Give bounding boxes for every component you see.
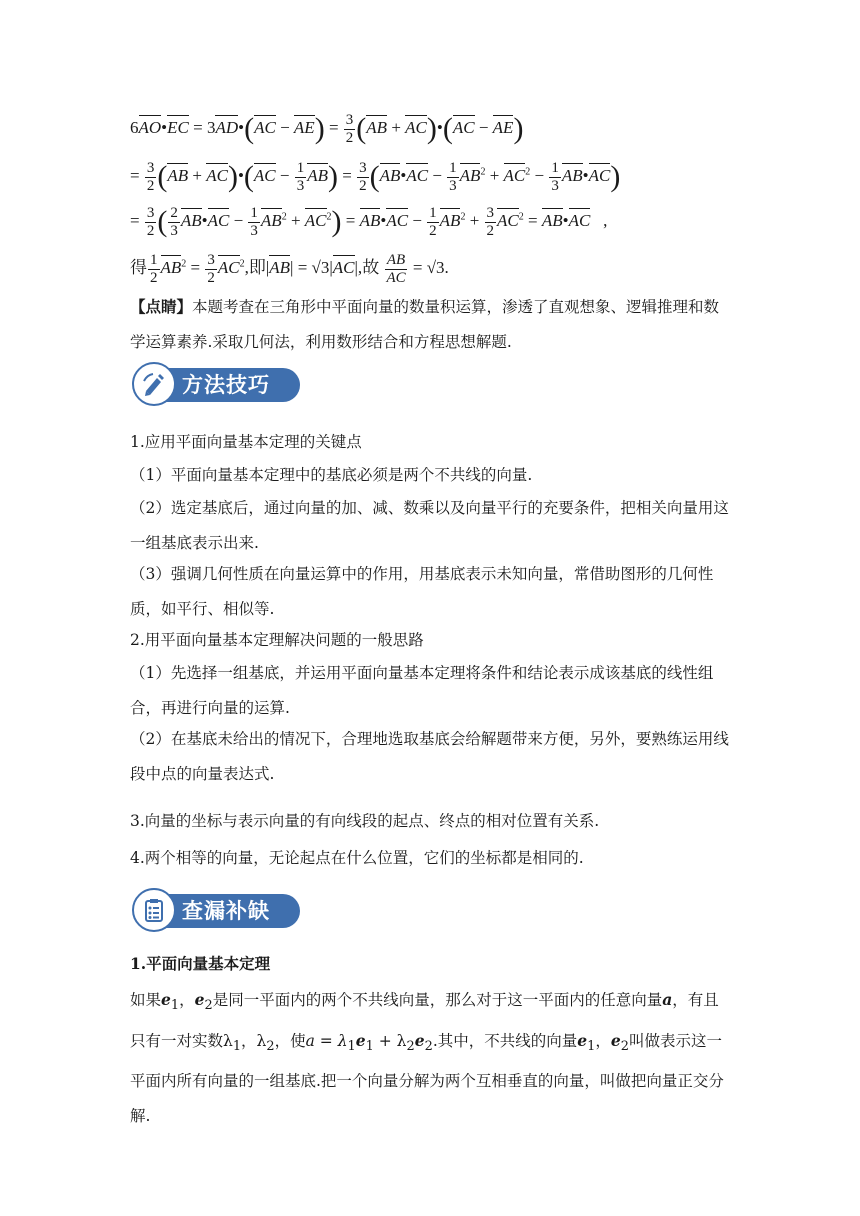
equation-line-2: = $\frac{3}{2}$ (AB + AC)•(AC − $\frac{1}{3}$ AB) = $\frac{3}{2}$ (AB•AC − $\frac{1}{3}$ $AB^2 + AC^2$ − $\frac{1}{3}$ AB•AC) (130, 160, 621, 194)
dianjing-label: 【点睛】 (130, 297, 193, 316)
equation-line-3: = $\frac{3}{2}$ ( $\frac{2}{3}$ AB•AC − $\frac{1}{3}$ $AB^2 + AC^2$) = AB•AC − $\frac{1}{2}$ $AB^2$ + $\frac{3}{2}$ $AC^2$ = AB•AC , (130, 205, 608, 239)
method-point-2-1: （1）先选择一组基底，并运用平面向量基本定理将条件和结论表示成该基底的线性组合，再进行向量的运算. (130, 664, 714, 717)
theorem-heading: 1.平面向量基本定理 (130, 954, 271, 973)
checklist-icon (132, 888, 176, 932)
method-point-4: 4.两个相等的向量，无论起点在什么位置，它们的坐标都是相同的. (130, 849, 584, 867)
method-point-3: 3.向量的坐标与表示向量的有向线段的起点、终点的相对位置有关系. (130, 812, 600, 830)
method-point-1-2: （2）选定基底后，通过向量的加、减、数乘以及向量平行的充要条件，把相关向量用这一组基底表示出来. (130, 499, 729, 552)
method-point-2: 2.用平面向量基本定理解决问题的一般思路 (130, 631, 424, 649)
pencil-icon (132, 362, 176, 406)
check-banner-title: 查漏补缺 (182, 899, 270, 923)
equation-line-4: 得 $\frac{1}{2}$ $AB^2$ = $\frac{3}{2}$ $AC^2$,即|AB| = √3|AC|,故 $\frac{AB}{AC}$ = √3. (130, 252, 449, 286)
dianjing-text: 本题考查在三角形中平面向量的数量积运算，渗透了直观想象、逻辑推理和数学运算素养.采取几何法，利用数形结合和方程思想解题. (130, 298, 720, 351)
theorem-paragraph: 如果$e_1$，$e_2$是同一平面内的两个不共线向量，那么对于这一平面内的任意向量a，有且只有一对实数$\lambda_1$，$\lambda_2$，使$a = \lambda_1e_1 + \lambda_2e_2$.其中，不共线的向量$e_1$，$e_2$叫做表示这一平面内所有向量的一组基底.把一个向量分解为两个互相垂直的向量，叫做把向量正交分解. (130, 990, 724, 1126)
method-point-2-2: （2）在基底未给出的情况下，合理地选取基底会给解题带来方便，另外，要熟练运用线段中点的向量表达式. (130, 730, 729, 783)
equation-line-1: 6AO•EC = 3AD•(AC − AE) = $\frac{3}{2}$ (AB + AC)•(AC − AE) (130, 112, 524, 146)
check-banner (132, 888, 302, 934)
method-banner-title: 方法技巧 (182, 373, 270, 397)
dianjing-paragraph (130, 289, 730, 360)
method-point-1: 1.应用平面向量基本定理的关键点 (130, 433, 362, 451)
method-point-1-3: （3）强调几何性质在向量运算中的作用，用基底表示未知向量，常借助图形的几何性质，如平行、相似等. (130, 565, 714, 618)
method-banner (132, 362, 302, 408)
method-point-1-1: （1）平面向量基本定理中的基底必须是两个不共线的向量. (130, 466, 533, 484)
